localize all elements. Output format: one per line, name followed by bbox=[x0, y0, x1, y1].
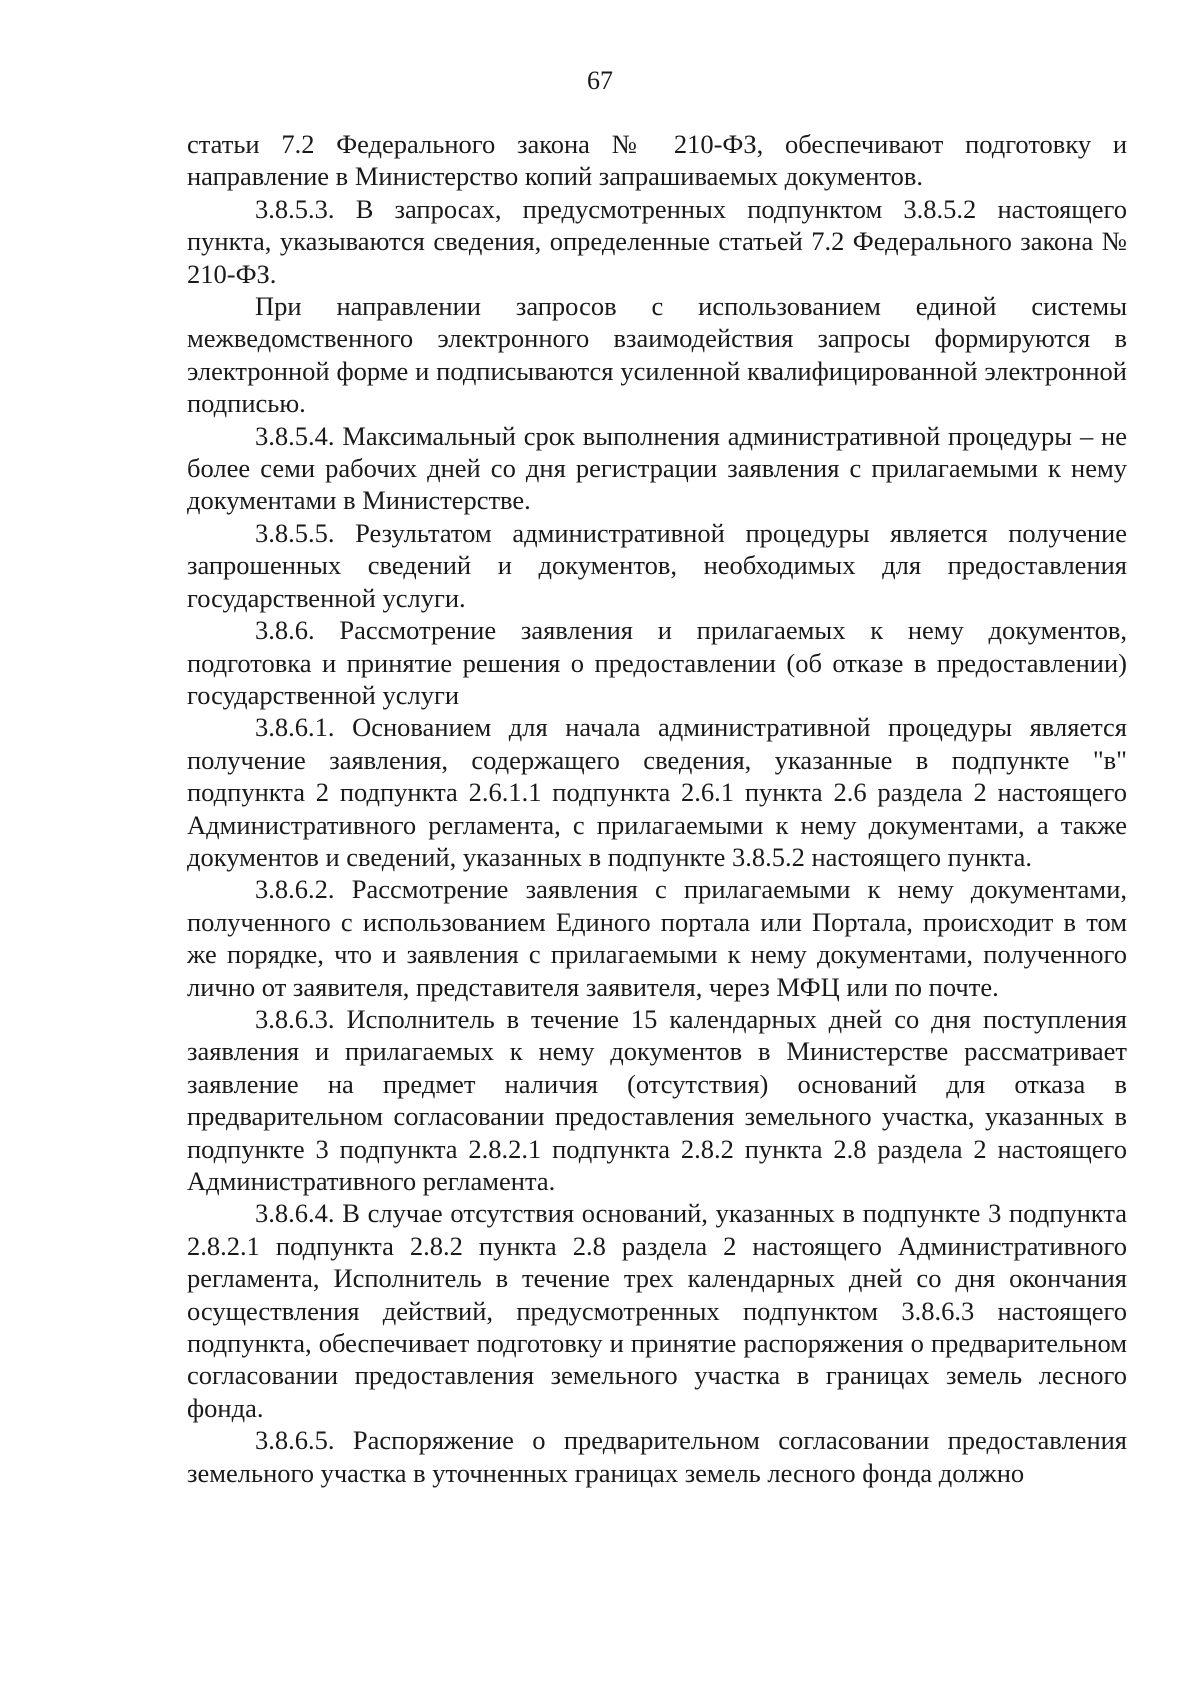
paragraph-continuation: статьи 7.2 Федерального закона № 210-ФЗ, обеспечивают подготовку и направление в Министерство копий запрашиваемых документов. bbox=[187, 129, 1127, 192]
document-body bbox=[187, 128, 1127, 1489]
paragraph-3-8-6-1: 3.8.6.1. Основанием для начала административной процедуры является получение заявления, содержащего сведения, указанные в подпункте "в" подпункта 2 подпункта 2.6.1.1 подпункта 2.6.1 пункта 2.6 раздела 2 настоящего Административного регламента, с прилагаемыми к нему документами, а также документов и сведений, указанных в подпункте 3.8.5.2 настоящего пункта. bbox=[187, 712, 1127, 872]
page-number: 67 bbox=[587, 66, 613, 95]
paragraph-3-8-6-heading: 3.8.6. Рассмотрение заявления и прилагаемых к нему документов, подготовка и принятие решения о предоставлении (об отказе в предоставлении) государственной услуги bbox=[187, 615, 1127, 710]
paragraph-3-8-6-4: 3.8.6.4. В случае отсутствия оснований, указанных в подпункте 3 подпункта 2.8.2.1 подпункта 2.8.2 пункта 2.8 раздела 2 настоящего Административного регламента, Исполнитель в течение трех календарных дней со дня окончания осуществления действий, предусмотренных подпунктом 3.8.6.3 настоящего подпункта, обеспечивает подготовку и принятие распоряжения о предварительном согласовании предоставления земельного участка в границах земель лесного фонда. bbox=[187, 1198, 1127, 1423]
paragraph-3-8-6-5: 3.8.6.5. Распоряжение о предварительном согласовании предоставления земельного участка в уточненных границах земель лесного фонда должно bbox=[187, 1425, 1127, 1488]
paragraph-3-8-5-3: 3.8.5.3. В запросах, предусмотренных подпунктом 3.8.5.2 настоящего пункта, указываются сведения, определенные статьей 7.2 Федерального закона № 210-ФЗ. bbox=[187, 193, 1127, 289]
paragraph-3-8-6-3: 3.8.6.3. Исполнитель в течение 15 календарных дней со дня поступления заявления и прилагаемых к нему документов в Министерстве рассматривает заявление на предмет наличия (отсутствия) оснований для отказа в предварительном согласовании предоставления земельного участка, указанных в подпункте 3 подпункта 2.8.2.1 подпункта 2.8.2 пункта 2.8 раздела 2 настоящего Административного регламента. bbox=[187, 1003, 1127, 1196]
paragraph-3-8-5-5: 3.8.5.5. Результатом административной процедуры является получение запрошенных сведений и документов, необходимых для предоставления государственной услуги. bbox=[187, 517, 1127, 613]
paragraph-3-8-5-4: 3.8.5.4. Максимальный срок выполнения административной процедуры – не более семи рабочих дней со дня регистрации заявления с прилагаемыми к нему документами в Министерстве. bbox=[187, 420, 1127, 516]
paragraph-3-8-6-2: 3.8.6.2. Рассмотрение заявления с прилагаемыми к нему документами, полученного с использованием Единого портала или Портала, происходит в том же порядке, что и заявления с прилагаемыми к нему документами, полученного лично от заявителя, представителя заявителя, через МФЦ или по почте. bbox=[187, 874, 1127, 1002]
paragraph-interagency-requests: При направлении запросов с использованием единой системы межведомственного электронного взаимодействия запросы формируются в электронной форме и подписываются усиленной квалифицированной электронной подписью. bbox=[187, 291, 1127, 419]
